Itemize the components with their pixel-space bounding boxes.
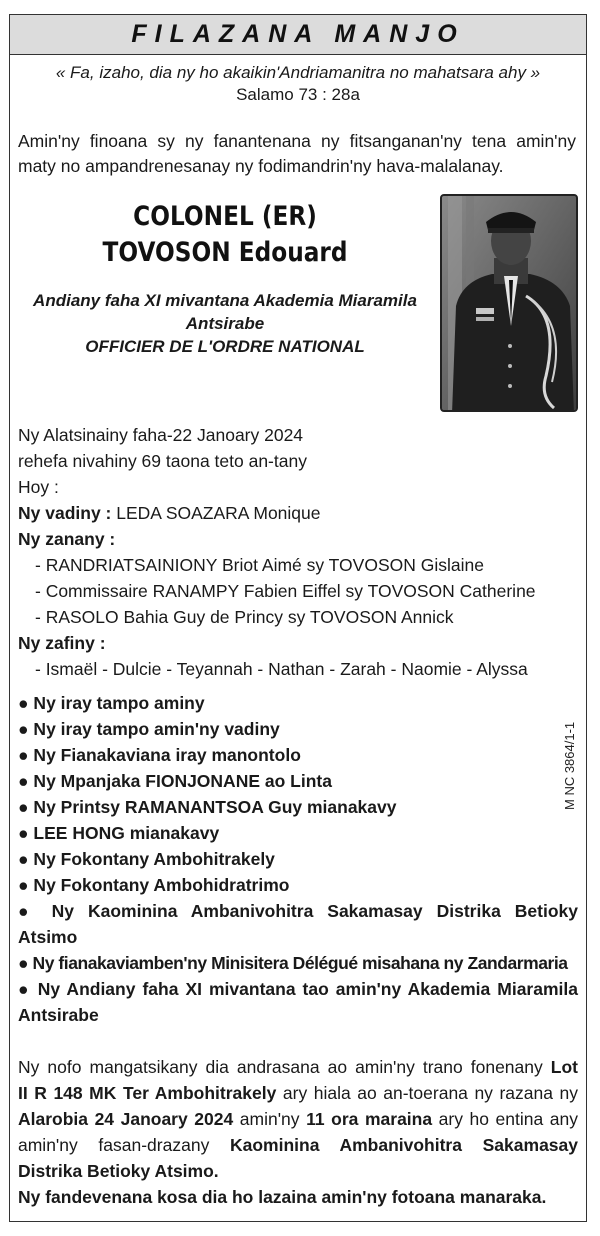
- deceased-section: [10, 187, 586, 412]
- spouse-line: [18, 500, 578, 526]
- quote-text: « Fa, izaho, dia ny ho akaikin'Andriamanitra no mahatsara ahy »: [55, 63, 541, 82]
- mourner-item: ● Ny iray tampo aminy: [18, 693, 205, 713]
- mourner-item: ● Ny Kaominina Ambanivohitra Sakamasay Distrika Betioky: [18, 901, 578, 921]
- bible-quote: [10, 63, 586, 105]
- ad-reference-code: M NC 3864/1-1: [562, 721, 577, 810]
- funeral-line-2: II R 148 MK Ter Ambohitrakely ary hiala ao an-toerana ny razana ny: [18, 1083, 579, 1103]
- family-details: [18, 422, 578, 682]
- quote-reference: Salamo 73 : 28a: [236, 85, 360, 104]
- mourner-item: ● Ny Fokontany Ambohitrakely: [18, 849, 275, 869]
- deceased-title-2: Antsirabe: [185, 314, 265, 333]
- age-line: rehefa nivahiny 69 taona teto an-tany: [18, 451, 307, 471]
- mourner-item-cont: Antsirabe: [18, 1005, 99, 1025]
- portrait-image: [442, 196, 578, 412]
- intro-line-1: Amin'ny finoana sy ny fanantenana ny fitsanganan'ny tena amin'ny: [18, 131, 576, 151]
- hoy-line: Hoy :: [18, 477, 59, 497]
- child-entry: - RANDRIATSAINIONY Briot Aimé sy TOVOSON Gislaine: [35, 555, 484, 575]
- mourner-item: ● Ny iray tampo amin'ny vadiny: [18, 719, 280, 739]
- funeral-info: [18, 1054, 578, 1210]
- spouse-label: Ny vadiny :: [18, 503, 112, 523]
- mourner-item: ● Ny Fokontany Ambohidratrimo: [18, 875, 290, 895]
- intro-line-2: maty no ampandrenesanay ny fodimandrin'ny hava-malalanay.: [18, 156, 504, 176]
- child-entry: - RASOLO Bahia Guy de Princy sy TOVOSON Annick: [35, 607, 454, 627]
- deceased-name: TOVOSON Edouard: [102, 237, 348, 268]
- obituary-frame: [9, 14, 587, 1222]
- spouse-name: LEDA SOAZARA Monique: [111, 503, 321, 523]
- mourner-item: ● Ny Andiany faha XI mivantana tao amin'ny Akademia Miaramila: [18, 979, 578, 999]
- mourner-item: ● Ny Fianakaviana iray manontolo: [18, 745, 301, 765]
- death-date-line: Ny Alatsinainy faha-22 Janoary 2024: [18, 425, 304, 445]
- child-entry: - Commissaire RANAMPY Fabien Eiffel sy TOVOSON Catherine: [35, 581, 536, 601]
- deceased-name-block: [10, 199, 440, 358]
- funeral-line-1: Ny nofo mangatsikany dia andrasana ao amin'ny trano fonenany Lot: [18, 1057, 578, 1077]
- mourner-item: ● Ny Printsy RAMANANTSOA Guy mianakavy: [18, 797, 397, 817]
- grandchildren-label: Ny zafiny :: [18, 633, 106, 653]
- funeral-line-5: Distrika Betioky Atsimo.: [18, 1161, 219, 1181]
- children-label: Ny zanany :: [18, 529, 116, 549]
- mourners-list: [18, 690, 578, 1028]
- header-title: FILAZANA MANJO: [131, 20, 465, 48]
- mourner-item: ● Ny fianakaviamben'ny Minisitera Délégué misahana ny Zandarmaria: [18, 953, 568, 973]
- header-bar: [10, 15, 586, 55]
- deceased-title-3: OFFICIER DE L'ORDRE NATIONAL: [85, 337, 365, 356]
- mourner-item: ● LEE HONG mianakavy: [18, 823, 220, 843]
- mourner-item-cont: Atsimo: [18, 927, 78, 947]
- mourner-item: ● Ny Mpanjaka FIONJONANE ao Linta: [18, 771, 332, 791]
- grandchildren-list: - Ismaël - Dulcie - Teyannah - Nathan - Zarah - Naomie - Alyssa: [35, 659, 528, 679]
- funeral-line-6: Ny fandevenana kosa dia ho lazaina amin'ny fotoana manaraka.: [18, 1187, 547, 1207]
- deceased-titles: [10, 289, 440, 358]
- deceased-portrait-photo: [440, 194, 578, 412]
- deceased-rank: COLONEL (ER): [133, 201, 317, 232]
- deceased-title-1: Andiany faha XI mivantana Akademia Miaramila: [33, 291, 417, 310]
- funeral-line-4: amin'ny fasan-drazany Kaominina Ambanivohitra Sakamasay: [18, 1135, 578, 1155]
- funeral-line-3: Alarobia 24 Janoary 2024 amin'ny 11 ora maraina ary ho entina any: [18, 1109, 579, 1129]
- intro-paragraph: [18, 129, 576, 179]
